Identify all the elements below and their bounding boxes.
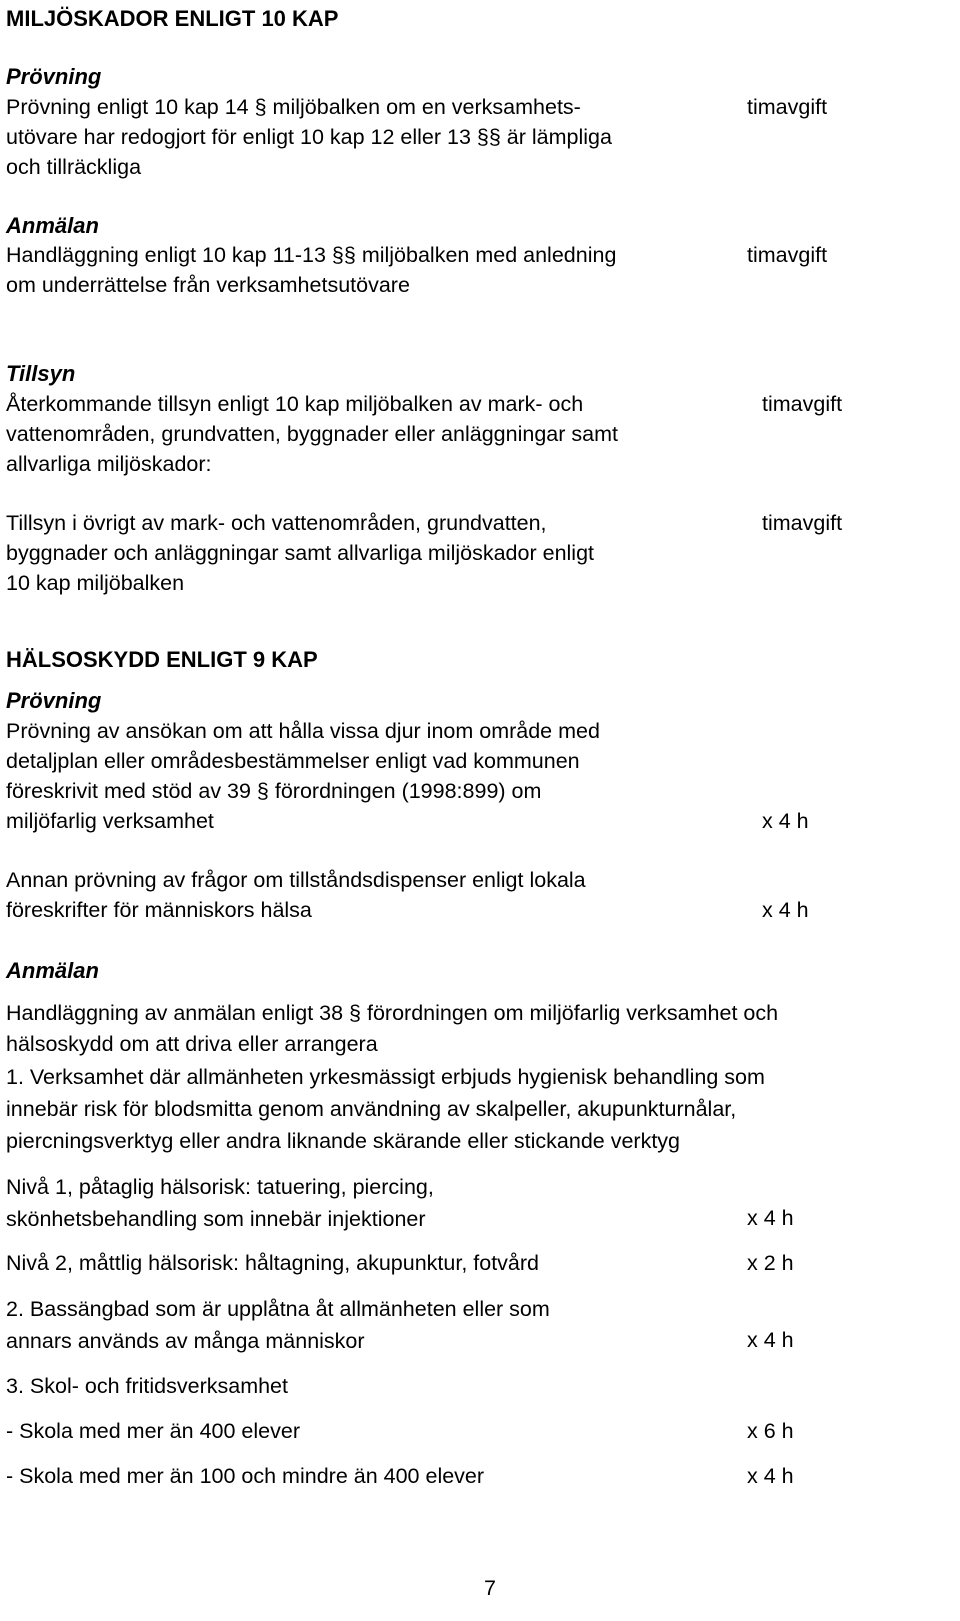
fee-value: timavgift <box>762 392 843 416</box>
text-line: utövare har redogjort för enligt 10 kap 12 eller 13 §§ är lämpliga <box>6 125 612 149</box>
text-line: Prövning enligt 10 kap 14 § miljöbalken om en verksamhets- <box>6 95 581 119</box>
section-heading-halsoskydd: HÄLSOSKYDD ENLIGT 9 KAP <box>6 647 318 672</box>
text-line: piercningsverktyg eller andra liknande skärande eller stickande verktyg <box>6 1129 681 1153</box>
niva1 <box>6 1171 434 1235</box>
provning-item2 <box>6 865 586 925</box>
anmalan-point1 <box>6 1061 765 1157</box>
fee-value: x 2 h <box>747 1251 794 1275</box>
text-line: miljöfarlig verksamhet <box>6 809 214 833</box>
text-line: föreskrifter för människors hälsa <box>6 898 312 922</box>
text-line: om underrättelse från verksamhetsutövare <box>6 273 410 297</box>
text-line: Handläggning av anmälan enligt 38 § förordningen om miljöfarlig verksamhet och <box>6 1001 779 1025</box>
text-line: vattenområden, grundvatten, byggnader eller anläggningar samt <box>6 422 618 446</box>
anmalan-point3: 3. Skol- och fritidsverksamhet <box>6 1374 288 1398</box>
section-heading-miljoskador: MILJÖSKADOR ENLIGT 10 KAP <box>6 6 339 31</box>
subheading-provning: Prövning <box>6 64 102 89</box>
fee-value: timavgift <box>747 95 828 119</box>
subheading-tillsyn: Tillsyn <box>6 361 76 386</box>
provning-item1 <box>6 716 600 836</box>
provning-text <box>6 92 612 182</box>
school2: - Skola med mer än 100 och mindre än 400 elever <box>6 1464 485 1488</box>
text-line: Nivå 1, påtaglig hälsorisk: tatuering, piercing, <box>6 1175 434 1199</box>
niva2: Nivå 2, måttlig hälsorisk: håltagning, akupunktur, fotvård <box>6 1251 540 1275</box>
subheading-provning: Prövning <box>6 688 102 713</box>
text-line: Tillsyn i övrigt av mark- och vattenområden, grundvatten, <box>6 511 547 535</box>
text-line: Prövning av ansökan om att hålla vissa djur inom område med <box>6 719 600 743</box>
anmalan-intro <box>6 998 778 1060</box>
text-line: Annan prövning av frågor om tillståndsdispenser enligt lokala <box>6 868 586 892</box>
tillsyn-item2 <box>6 508 594 598</box>
fee-value: x 4 h <box>762 809 809 833</box>
fee-value: x 4 h <box>762 898 809 922</box>
fee-value: x 4 h <box>747 1206 794 1230</box>
text-line: detaljplan eller områdesbestämmelser enligt vad kommunen <box>6 749 580 773</box>
text-line: 10 kap miljöbalken <box>6 571 185 595</box>
anmalan-point2 <box>6 1293 550 1357</box>
tillsyn-item1 <box>6 389 618 479</box>
fee-value: timavgift <box>747 243 828 267</box>
school1: - Skola med mer än 400 elever <box>6 1419 300 1443</box>
fee-value: x 6 h <box>747 1419 794 1443</box>
subheading-anmalan: Anmälan <box>6 213 99 238</box>
fee-value: x 4 h <box>747 1328 794 1352</box>
subheading-anmalan: Anmälan <box>6 958 99 983</box>
text-line: skönhetsbehandling som innebär injektioner <box>6 1207 426 1231</box>
page-number: 7 <box>484 1576 496 1600</box>
text-line: och tillräckliga <box>6 155 142 179</box>
text-line: byggnader och anläggningar samt allvarliga miljöskador enligt <box>6 541 595 565</box>
text-line: 2. Bassängbad som är upplåtna åt allmänheten eller som <box>6 1297 550 1321</box>
fee-value: timavgift <box>762 511 843 535</box>
text-line: hälsoskydd om att driva eller arrangera <box>6 1032 378 1056</box>
text-line: annars används av många människor <box>6 1329 365 1353</box>
text-line: Återkommande tillsyn enligt 10 kap miljöbalken av mark- och <box>6 392 584 416</box>
text-line: Handläggning enligt 10 kap 11-13 §§ miljöbalken med anledning <box>6 243 617 267</box>
fee-value: x 4 h <box>747 1464 794 1488</box>
text-line: föreskrivit med stöd av 39 § förordningen (1998:899) om <box>6 779 542 803</box>
anmalan-text <box>6 240 616 300</box>
text-line: innebär risk för blodsmitta genom användning av skalpeller, akupunkturnålar, <box>6 1097 737 1121</box>
text-line: allvarliga miljöskador: <box>6 452 212 476</box>
text-line: 1. Verksamhet där allmänheten yrkesmässigt erbjuds hygienisk behandling som <box>6 1065 765 1089</box>
